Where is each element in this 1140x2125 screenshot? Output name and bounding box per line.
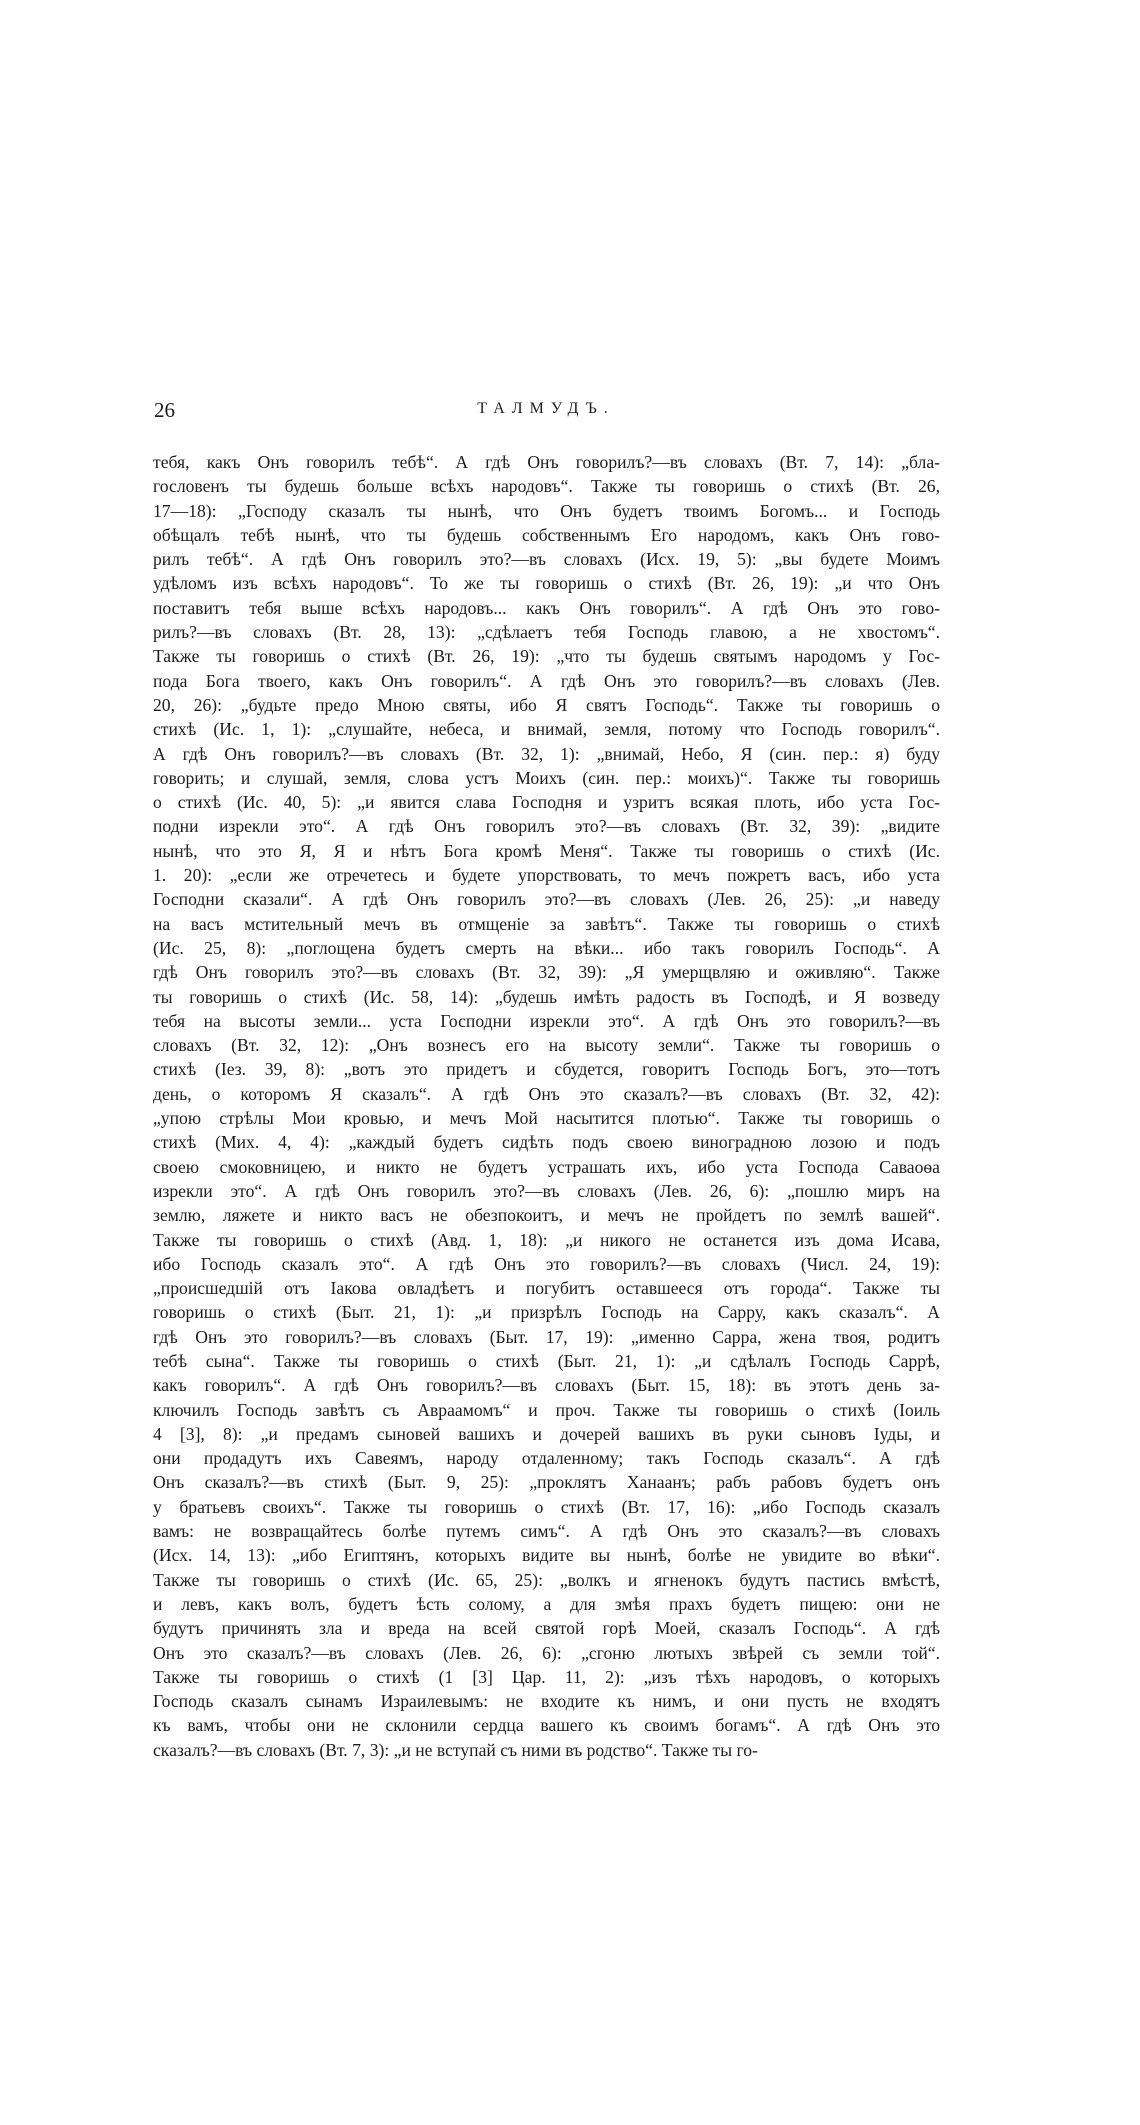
text-line: удѣломъ изъ всѣхъ народовъ“. То же ты говоришь о стихѣ (Вт. 26, 19): „и что Онъ [153, 573, 940, 594]
text-line: Онъ сказалъ?—въ стихѣ (Быт. 9, 25): „проклятъ Ханаанъ; рабъ рабовъ будетъ онъ [153, 1472, 940, 1493]
text-line: говорить; и слушай, земля, слова устъ Моихъ (син. пер.: моихъ)“. Также ты говоришь [153, 767, 940, 788]
text-line: гословенъ ты будешь больше всѣхъ народовъ“. Также ты говоришь о стихѣ (Вт. 26, [153, 476, 940, 497]
text-line: обѣщалъ тебѣ нынѣ, что ты будешь собственнымъ Его народомъ, какъ Онъ гово- [153, 524, 940, 545]
text-line: „происшедшій отъ Іакова овладѣетъ и погубитъ оставшееся отъ города“. Также ты [153, 1278, 940, 1299]
text-line: тебя, какъ Онъ говорилъ тебѣ“. А гдѣ Онъ говорилъ?—въ словахъ (Вт. 7, 14): „бла- [153, 452, 940, 472]
text-line: къ вамъ, чтобы они не склонили сердца вашего къ своимъ богамъ“. А гдѣ Онъ это [153, 1715, 940, 1736]
text-line: Также ты говоришь о стихѣ (Ис. 65, 25): „волкъ и ягненокъ будутъ пастись вмѣстѣ, [153, 1569, 940, 1590]
text-line: 20, 26): „будьте предо Мною святы, ибо Я святъ Господь“. Также ты говоришь о [153, 694, 940, 715]
text-line: Также ты говоришь о стихѣ (Авд. 1, 18): „и никого не останется изъ дома Исава, [153, 1229, 940, 1250]
text-line: тебѣ сына“. Также ты говоришь о стихѣ (Быт. 21, 1): „и сдѣлалъ Господь Саррѣ, [153, 1350, 940, 1371]
text-line: словахъ (Вт. 32, 12): „Онъ вознесъ его на высоту земли“. Также ты говоришь о [153, 1035, 940, 1056]
text-line: день, о которомъ Я сказалъ“. А гдѣ Онъ это сказалъ?—въ словахъ (Вт. 32, 42): [153, 1083, 940, 1104]
text-line: подни изрекли это“. А гдѣ Онъ говорилъ это?—въ словахъ (Вт. 32, 39): „видите [153, 816, 940, 837]
text-line: Господь сказалъ сынамъ Израилевымъ: не входите къ нимъ, и они пусть не входятъ [153, 1691, 940, 1712]
text-line: гдѣ Онъ это говорилъ?—въ словахъ (Быт. 17, 19): „именно Сарра, жена твоя, родитъ [153, 1326, 940, 1347]
text-line: какъ говорилъ“. А гдѣ Онъ говорилъ?—въ словахъ (Быт. 15, 18): въ этотъ день за- [153, 1375, 940, 1396]
text-line: будутъ причинять зла и вреда на всей святой горѣ Моей, сказалъ Господь“. А гдѣ [153, 1618, 940, 1639]
text-line: стихѣ (Ис. 1, 1): „слушайте, небеса, и внимай, земля, потому что Господь говорилъ“. [153, 719, 940, 740]
text-line: говоришь о стихѣ (Быт. 21, 1): „и призрѣлъ Господь на Сарру, какъ сказалъ“. А [153, 1302, 940, 1323]
text-line: Также ты говоришь о стихѣ (1 [3] Цар. 11, 2): „изъ тѣхъ народовъ, о которыхъ [153, 1666, 940, 1687]
text-line: тебя на высоты земли... уста Господни изрекли это“. А гдѣ Онъ это говорилъ?—въ [153, 1010, 940, 1031]
text-line: на васъ мстительный мечъ въ отмщеніе за завѣтъ“. Также ты говоришь о стихѣ [153, 913, 940, 934]
text-line: Также ты говоришь о стихѣ (Вт. 26, 19): „что ты будешь святымъ народомъ у Гос- [153, 646, 940, 667]
text-line: пода Бога твоего, какъ Онъ говорилъ“. А гдѣ Онъ это говорилъ?—въ словахъ (Лев. [153, 670, 940, 691]
text-line: Господни сказали“. А гдѣ Онъ говорилъ это?—въ словахъ (Лев. 26, 25): „и наведу [153, 889, 940, 910]
page-number: 26 [154, 398, 175, 422]
text-line: и левъ, какъ волъ, будетъ ѣсть солому, а для змѣя прахъ будетъ пищею: они не [153, 1593, 940, 1614]
text-line: гдѣ Онъ говорилъ это?—въ словахъ (Вт. 32, 39): „Я умерщвляю и оживляю“. Также [153, 962, 940, 983]
text-line: Онъ это сказалъ?—въ словахъ (Лев. 26, 6): „сгоню лютыхъ звѣрей съ земли той“. [153, 1642, 940, 1663]
text-line: они продадутъ ихъ Савеямъ, народу отдаленному; такъ Господь сказалъ“. А гдѣ [153, 1448, 940, 1469]
text-line: о стихѣ (Ис. 40, 5): „и явится слава Господня и узритъ всякая плоть, ибо уста Гос- [153, 792, 940, 813]
text-line: (Ис. 25, 8): „поглощена будетъ смерть на вѣки... ибо такъ говорилъ Господь“. А [153, 937, 940, 958]
text-line: ты говоришь о стихѣ (Ис. 58, 14): „будешь имѣть радость въ Господѣ, и Я возведу [153, 986, 940, 1007]
text-line: землю, ляжете и никто васъ не обезпокоитъ, и мечъ не пройдетъ по землѣ вашей“. [153, 1205, 940, 1226]
page-header [152, 398, 940, 432]
text-line: поставитъ тебя выше всѣхъ народовъ... какъ Онъ говорилъ“. А гдѣ Онъ это гово- [153, 597, 940, 618]
text-line: изрекли это“. А гдѣ Онъ говорилъ это?—въ словахъ (Лев. 26, 6): „пошлю миръ на [153, 1180, 940, 1201]
text-line: „упою стрѣлы Мои кровью, и мечъ Мой насытится плотью“. Также ты говоришь о [153, 1108, 940, 1129]
text-line: ключилъ Господь завѣтъ съ Авраамомъ“ и проч. Также ты говоришь о стихѣ (Іоиль [153, 1399, 940, 1420]
body-text [153, 450, 940, 1762]
text-line: стихѣ (Іез. 39, 8): „вотъ это придетъ и сбудется, говоритъ Господь Богъ, это—тотъ [153, 1059, 940, 1080]
text-line: 17—18): „Господу сказалъ ты нынѣ, что Онъ будетъ твоимъ Богомъ... и Господь [153, 500, 940, 521]
text-line: у братьевъ своихъ“. Также ты говоришь о стихѣ (Вт. 17, 16): „ибо Господь сказалъ [153, 1496, 940, 1517]
text-line: стихѣ (Мих. 4, 4): „каждый будетъ сидѣть подъ своею виноградною лозою и подъ [153, 1132, 940, 1153]
text-line: нынѣ, что это Я, Я и нѣтъ Бога кромѣ Меня“. Также ты говоришь о стихѣ (Ис. [153, 840, 940, 861]
text-line: вамъ: не возвращайтесь болѣе путемъ симъ“. А гдѣ Онъ это сказалъ?—въ словахъ [153, 1521, 940, 1542]
text-line: 4 [3], 8): „и предамъ сыновей вашихъ и дочерей вашихъ въ руки сыновъ Іуды, и [153, 1423, 940, 1444]
text-line: А гдѣ Онъ говорилъ?—въ словахъ (Вт. 32, 1): „внимай, Небо, Я (син. пер.: я) буду [153, 743, 940, 764]
text-line: рилъ?—въ словахъ (Вт. 28, 13): „сдѣлаетъ тебя Господь главою, а не хвостомъ“. [153, 622, 940, 643]
text-line: рилъ тебѣ“. А гдѣ Онъ говорилъ это?—въ словахъ (Исх. 19, 5): „вы будете Моимъ [153, 549, 940, 570]
text-line: 1. 20): „если же отречетесь и будете упорствовать, то мечъ пожретъ васъ, ибо уста [153, 865, 940, 886]
text-line: ибо Господь сказалъ это“. А гдѣ Онъ это говорилъ?—въ словахъ (Числ. 24, 19): [153, 1253, 940, 1274]
text-line: своею смоковницею, и никто не будетъ устрашать ихъ, ибо уста Господа Саваоѳа [153, 1156, 940, 1177]
text-line: (Исх. 14, 13): „ибо Египтянъ, которыхъ видите вы нынѣ, болѣе не увидите во вѣки“. [153, 1545, 940, 1566]
text-line: сказалъ?—въ словахъ (Вт. 7, 3): „и не вступай съ ними въ родство“. Также ты го- [153, 1739, 758, 1760]
running-title: ТАЛМУДЪ. [477, 400, 615, 417]
